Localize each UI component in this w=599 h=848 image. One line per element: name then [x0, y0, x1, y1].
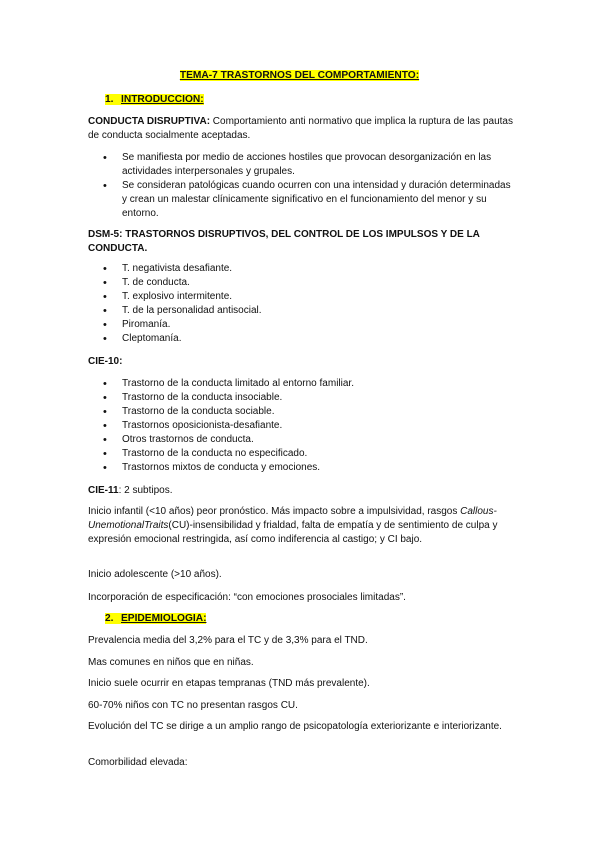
cie11-term: CIE-11 — [88, 485, 119, 496]
list-item: • Trastornos oposicionista-desafiante. — [88, 419, 518, 433]
list-item: • T. de conducta. — [88, 276, 518, 290]
dsm5-list — [88, 262, 518, 346]
list-item: • T. de la personalidad antisocial. — [88, 304, 518, 318]
list-item: • Se manifiesta por medio de acciones hostiles que provocan desorganización en las actividades interpersonales y grupales. — [88, 151, 518, 179]
list-item: • Trastorno de la conducta insociable. — [88, 391, 518, 405]
document-title-text: TEMA-7 TRASTORNOS DEL COMPORTAMIENTO: — [179, 70, 420, 81]
cie11-paragraph — [88, 484, 518, 498]
cie10-list — [88, 377, 518, 475]
epi-paragraph: Comorbilidad elevada: — [88, 757, 188, 768]
list-item: • Trastorno de la conducta sociable. — [88, 405, 518, 419]
list-item: • T. explosivo intermitente. — [88, 290, 518, 304]
epi-paragraph: Evolución del TC se dirige a un amplio rango de psicopatología exteriorizante e interiorizante. — [88, 721, 502, 732]
cie11-text: : 2 subtipos. — [118, 485, 173, 496]
list-item: • T. negativista desafiante. — [88, 262, 518, 276]
section-number: 2. — [105, 613, 114, 624]
section-heading-epidemiologia — [105, 613, 206, 624]
list-item: • Trastorno de la conducta no especificado. — [88, 447, 518, 461]
epi-paragraph: Mas comunes en niños que en niñas. — [88, 657, 254, 668]
epi-paragraph: Inicio suele ocurrir en etapas tempranas (TND más prevalente). — [88, 678, 370, 689]
conducta-disruptiva-paragraph — [88, 115, 518, 143]
inicio-infantil-italic: Callous-UnemotionalTraits — [88, 506, 497, 531]
cie10-heading: CIE-10: — [88, 356, 123, 367]
section-label: EPIDEMIOLOGIA: — [121, 613, 207, 624]
list-item: • Trastorno de la conducta limitado al entorno familiar. — [88, 377, 518, 391]
conducta-disruptiva-term: CONDUCTA DISRUPTIVA: — [88, 116, 211, 127]
section-number: 1. — [105, 94, 114, 105]
list-item: • Trastornos mixtos de conducta y emociones. — [88, 461, 518, 475]
epi-paragraph: 60-70% niños con TC no presentan rasgos CU. — [88, 700, 298, 711]
epi-paragraph: Prevalencia media del 3,2% para el TC y de 3,3% para el TND. — [88, 635, 368, 646]
conducta-disruptiva-text: Comportamiento anti normativo que implica la ruptura de las pautas de conducta socialmente aceptadas. — [88, 116, 513, 141]
especificacion-paragraph: Incorporación de especificación: “con emociones prosociales limitadas”. — [88, 592, 406, 603]
section-heading-introduccion — [105, 94, 204, 105]
dsm5-heading: DSM-5: TRASTORNOS DISRUPTIVOS, DEL CONTROL DE LOS IMPULSOS Y DE LA CONDUCTA. — [88, 229, 480, 254]
list-item: • Piromanía. — [88, 318, 518, 332]
inicio-adolescente-paragraph: Inicio adolescente (>10 años). — [88, 569, 222, 580]
inicio-infantil-text-2: (CU)-insensibilidad y frialdad, falta de empatía y de sentimiento de culpa y expresión emocional restringida, así como indiferencia al castigo; y CI bajo. — [88, 520, 498, 545]
inicio-infantil-text-1: Inicio infantil (<10 años) peor pronóstico. Más impacto sobre a impulsividad, rasgos — [88, 506, 461, 517]
inicio-infantil-paragraph — [88, 505, 518, 547]
list-item: • Cleptomanía. — [88, 332, 518, 346]
conducta-bullet-list — [88, 151, 518, 221]
list-item: • Otros trastornos de conducta. — [88, 433, 518, 447]
document-title — [0, 70, 599, 81]
section-label: INTRODUCCION: — [121, 94, 204, 105]
list-item: • Se consideran patológicas cuando ocurren con una intensidad y duración determinadas y crean un malestar clínicamente significativo en el funcionamiento del menor y su entorno. — [88, 179, 518, 221]
